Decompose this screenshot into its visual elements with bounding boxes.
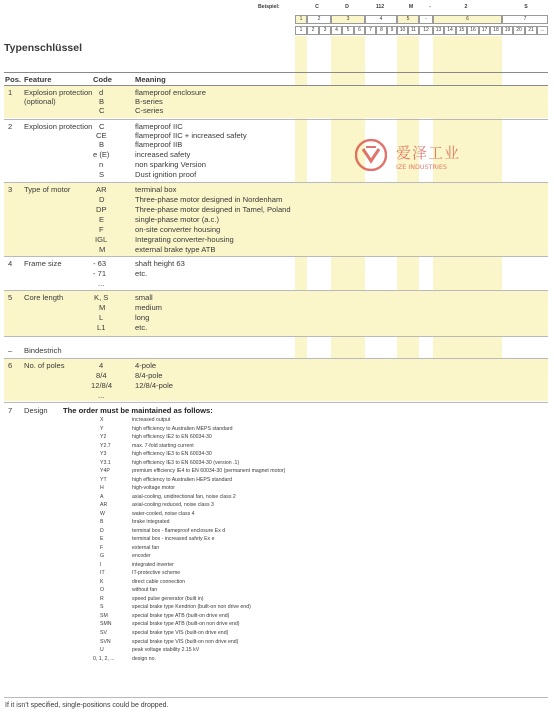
design-meaning: high efficiency IE2 to EN 60034-30 — [132, 434, 212, 441]
position-number-cell: ... — [537, 26, 548, 35]
position-number-cell: 20 — [513, 26, 525, 35]
meaning: non sparking Version — [135, 160, 206, 169]
code: L — [99, 313, 104, 322]
position-number-cell: 15 — [456, 26, 467, 35]
row-pos: 2 — [8, 122, 13, 131]
code: B — [99, 140, 105, 149]
code: M — [99, 303, 106, 312]
design-code: E — [100, 536, 104, 543]
example-value-1: C — [315, 4, 319, 10]
meaning: flameproof enclosure — [135, 88, 206, 97]
code: D — [99, 195, 105, 204]
design-meaning: special brake type VIS (built-on drive end) — [132, 630, 229, 636]
design-code: R — [100, 595, 104, 602]
position-number-cell: 21 — [525, 26, 537, 35]
code: ... — [98, 391, 105, 400]
position-number-cell: 10 — [397, 26, 408, 35]
watermark-en: IZE INDUSTRIES — [396, 163, 447, 171]
design-meaning: water-cooled, noise class 4 — [132, 510, 195, 517]
position-group-cell: 5 — [397, 15, 419, 24]
design-code: SM — [100, 612, 108, 619]
position-number-cell: 12 — [419, 26, 433, 35]
design-meaning: high efficiency to Australien MEPS standard — [132, 425, 233, 432]
col-header-pos: Pos. — [5, 75, 22, 84]
design-code: AR — [100, 502, 108, 509]
position-number-cell: 17 — [479, 26, 490, 35]
highlight-row-6 — [4, 359, 548, 401]
row-pos: 5 — [8, 293, 13, 302]
design-meaning: IT-protective scheme — [132, 570, 181, 577]
design-code: SMN — [100, 621, 112, 628]
row-pos: 6 — [8, 361, 13, 370]
design-code: G — [100, 553, 105, 560]
design-code: A — [100, 493, 104, 500]
watermark-logo — [355, 139, 387, 171]
position-group-cell: 3 — [331, 15, 365, 24]
position-number-cell: 5 — [342, 26, 354, 35]
design-meaning: axial-cooling, unidirectional fan, noise class 2 — [132, 493, 236, 500]
design-meaning: high-voltage motor — [132, 485, 175, 492]
position-number-cell: 6 — [354, 26, 365, 35]
design-code: S — [100, 604, 104, 611]
design-code: K — [100, 578, 104, 585]
row-feature-note: (optional) — [24, 97, 56, 106]
row-divider — [4, 402, 548, 403]
code: 4 — [99, 361, 104, 370]
position-number-cell: 13 — [433, 26, 444, 35]
meaning: medium — [135, 303, 163, 312]
design-code: B — [100, 519, 104, 526]
design-code: 0, 1, 2, ... — [93, 655, 115, 662]
example-value-5: - — [429, 4, 431, 10]
design-meaning: peak voltage stability 2.15 kV — [132, 647, 200, 654]
position-group-cell: - — [419, 15, 433, 24]
meaning: etc. — [135, 269, 148, 278]
meaning: small — [135, 293, 153, 302]
design-meaning: max. 7-fold starting current — [132, 442, 194, 449]
design-meaning: special brake type ATB (built-on drive end) — [132, 612, 230, 619]
header-rule-bottom — [4, 85, 548, 86]
row-feature: Bindestrich — [24, 346, 62, 355]
position-number-cell: 4 — [331, 26, 342, 35]
position-number-cell: 7 — [365, 26, 376, 35]
meaning: Dust ignition proof — [135, 170, 197, 179]
meaning: C-series — [135, 106, 164, 115]
meaning: long — [135, 313, 150, 322]
row-feature: Type of motor — [24, 185, 71, 194]
example-value-3: 112 — [375, 4, 385, 10]
design-code: W — [100, 510, 105, 517]
watermark-cn: 爱泽工业 — [396, 144, 461, 162]
col-header-meaning: Meaning — [135, 75, 166, 84]
position-number-cell: 3 — [319, 26, 331, 35]
row-pos: 1 — [8, 88, 13, 97]
row-feature: Explosion protection — [24, 88, 93, 97]
code: B — [99, 97, 105, 106]
ize-logo-icon — [355, 139, 387, 171]
design-code: U — [100, 647, 104, 654]
code: E — [99, 215, 105, 224]
col-header-code: Code — [93, 75, 112, 84]
row-divider — [4, 119, 548, 120]
design-code: Y3 — [100, 451, 107, 458]
position-group-cell: 4 — [365, 15, 397, 24]
row-feature: Core length — [24, 293, 64, 302]
position-group-cell: 7 — [502, 15, 548, 24]
position-number-cell: 1 — [295, 26, 307, 35]
design-code: SVN — [100, 638, 111, 645]
example-value-4: M — [408, 4, 414, 10]
example-value-6: 2 — [464, 4, 468, 10]
code: 12/8/4 — [91, 381, 113, 390]
code: ... — [98, 279, 105, 288]
meaning: flameproof IIC — [135, 122, 183, 131]
position-number-cell: 14 — [444, 26, 456, 35]
design-bottom-rule — [4, 697, 548, 698]
design-code: YT — [100, 476, 107, 483]
row-feature: Design — [24, 406, 48, 415]
design-code: Y2.7 — [100, 442, 111, 449]
design-code: Y — [100, 425, 104, 432]
design-code: H — [100, 485, 104, 492]
row-divider — [4, 336, 548, 337]
code: CE — [96, 131, 107, 140]
row-feature: No. of poles — [24, 361, 65, 370]
design-meaning: terminal box - flameproof enclosure Ex d — [132, 527, 226, 534]
meaning: terminal box — [135, 185, 177, 194]
design-meaning: integrated inverter — [132, 561, 174, 568]
design-meaning: design no. — [132, 655, 156, 662]
example-label: Beispiel: — [258, 4, 280, 10]
design-meaning: encoder — [132, 553, 151, 560]
design-meaning: without fan — [132, 587, 158, 594]
design-code: Y2 — [100, 434, 107, 441]
code: - 71 — [93, 269, 107, 278]
row-pos: 7 — [8, 406, 13, 415]
design-meaning: increased output — [132, 417, 171, 423]
design-meaning: axial-cooling reduced, noise class 3 — [132, 502, 214, 509]
position-number-cell: 18 — [490, 26, 502, 35]
row-feature: Frame size — [24, 259, 62, 268]
position-group-cell: 1 — [295, 15, 307, 24]
design-code: Y3.1 — [100, 459, 111, 466]
design-meaning: brake integrated — [132, 519, 170, 526]
design-meaning: speed pulse generator (built in) — [132, 595, 204, 602]
design-meaning: external fan — [132, 544, 160, 551]
highlight-row-3 — [4, 183, 548, 256]
position-number-cell: 11 — [408, 26, 419, 35]
code: n — [99, 160, 104, 169]
meaning: increased safety — [135, 150, 191, 159]
row-pos: 3 — [8, 185, 13, 194]
position-group-cell: 6 — [433, 15, 502, 24]
position-number-cell: 2 — [307, 26, 319, 35]
meaning: 8/4-pole — [135, 371, 163, 380]
meaning: single-phase motor (a.c.) — [135, 215, 219, 224]
meaning: on-site converter housing — [135, 225, 221, 234]
design-code: I — [100, 561, 102, 568]
design-code: X — [100, 417, 104, 423]
header-rule-top — [4, 72, 548, 73]
position-number-cell: 8 — [376, 26, 387, 35]
row-feature: Explosion protection — [24, 122, 93, 131]
position-group-cell: 2 — [307, 15, 331, 24]
meaning: Three-phase motor designed in Tamel, Poland — [135, 205, 291, 214]
design-code: O — [100, 587, 105, 594]
code: L1 — [97, 323, 106, 332]
design-order-note: The order must be maintained as follows: — [63, 406, 213, 415]
meaning: Integrating converter-housing — [135, 235, 234, 244]
design-code: IT — [100, 570, 105, 577]
row-divider — [4, 358, 548, 359]
row-pos: 4 — [8, 259, 13, 268]
meaning: flameproof IIB — [135, 140, 183, 149]
code: DP — [96, 205, 107, 214]
meaning: 12/8/4-pole — [135, 381, 173, 390]
design-meaning: direct cable connection — [132, 578, 186, 585]
design-meaning: high efficiency IE3 to EN 60034-30 (version .1) — [132, 459, 240, 466]
meaning: B-series — [135, 97, 163, 106]
meaning: 4-pole — [135, 361, 157, 370]
design-meaning: special brake type Kendrion (built-on non drive end) — [132, 604, 251, 611]
example-value-7: S — [524, 4, 528, 10]
design-meaning: premium efficiency IE4 to EN 60034-30 (permanent magnet motor) — [132, 468, 286, 475]
design-meaning: high efficiency IE3 to EN 60034-30 — [132, 451, 212, 458]
code: S — [99, 170, 105, 179]
design-meaning: high efficiency to Australien HEPS standard — [132, 476, 232, 483]
code: IGL — [95, 235, 108, 244]
design-meaning: terminal box - increased safety Ex e — [132, 536, 215, 543]
code: K, S — [94, 293, 109, 302]
design-code: Y4P — [100, 468, 110, 475]
code: 8/4 — [96, 371, 107, 380]
code: - 63 — [93, 259, 107, 268]
code: AR — [96, 185, 107, 194]
position-number-cell: 19 — [502, 26, 513, 35]
meaning: etc. — [135, 323, 148, 332]
code: C — [99, 122, 105, 131]
code: C — [99, 106, 105, 115]
code: F — [99, 225, 104, 234]
code: e (E) — [93, 150, 110, 159]
design-code: SV — [100, 630, 107, 636]
design-meaning: special brake type VIS (built-on non drive end) — [132, 638, 239, 645]
example-value-2: D — [345, 4, 349, 10]
row-divider — [4, 182, 548, 183]
footer-note: If it isn’t specified, single-positions could be dropped. — [5, 702, 169, 709]
position-number-cell: 9 — [387, 26, 397, 35]
meaning: Three-phase motor designed in Nordenham — [135, 195, 283, 204]
code: d — [99, 88, 104, 97]
meaning: shaft height 63 — [135, 259, 185, 268]
row-divider — [4, 256, 548, 257]
meaning: flameproof IIC + increased safety — [135, 131, 247, 140]
design-code: F — [100, 544, 104, 551]
code: M — [99, 245, 106, 254]
meaning: external brake type ATB — [135, 245, 216, 254]
design-meaning: special brake type ATB (built-on non drive end) — [132, 621, 240, 628]
page-title: Typenschlüssel — [4, 42, 83, 54]
highlight-row-5 — [4, 291, 548, 336]
col-header-feature: Feature — [24, 75, 52, 84]
row-divider — [4, 290, 548, 291]
design-code: D — [100, 527, 104, 534]
position-number-cell: 16 — [467, 26, 479, 35]
row-pos: – — [8, 346, 13, 355]
